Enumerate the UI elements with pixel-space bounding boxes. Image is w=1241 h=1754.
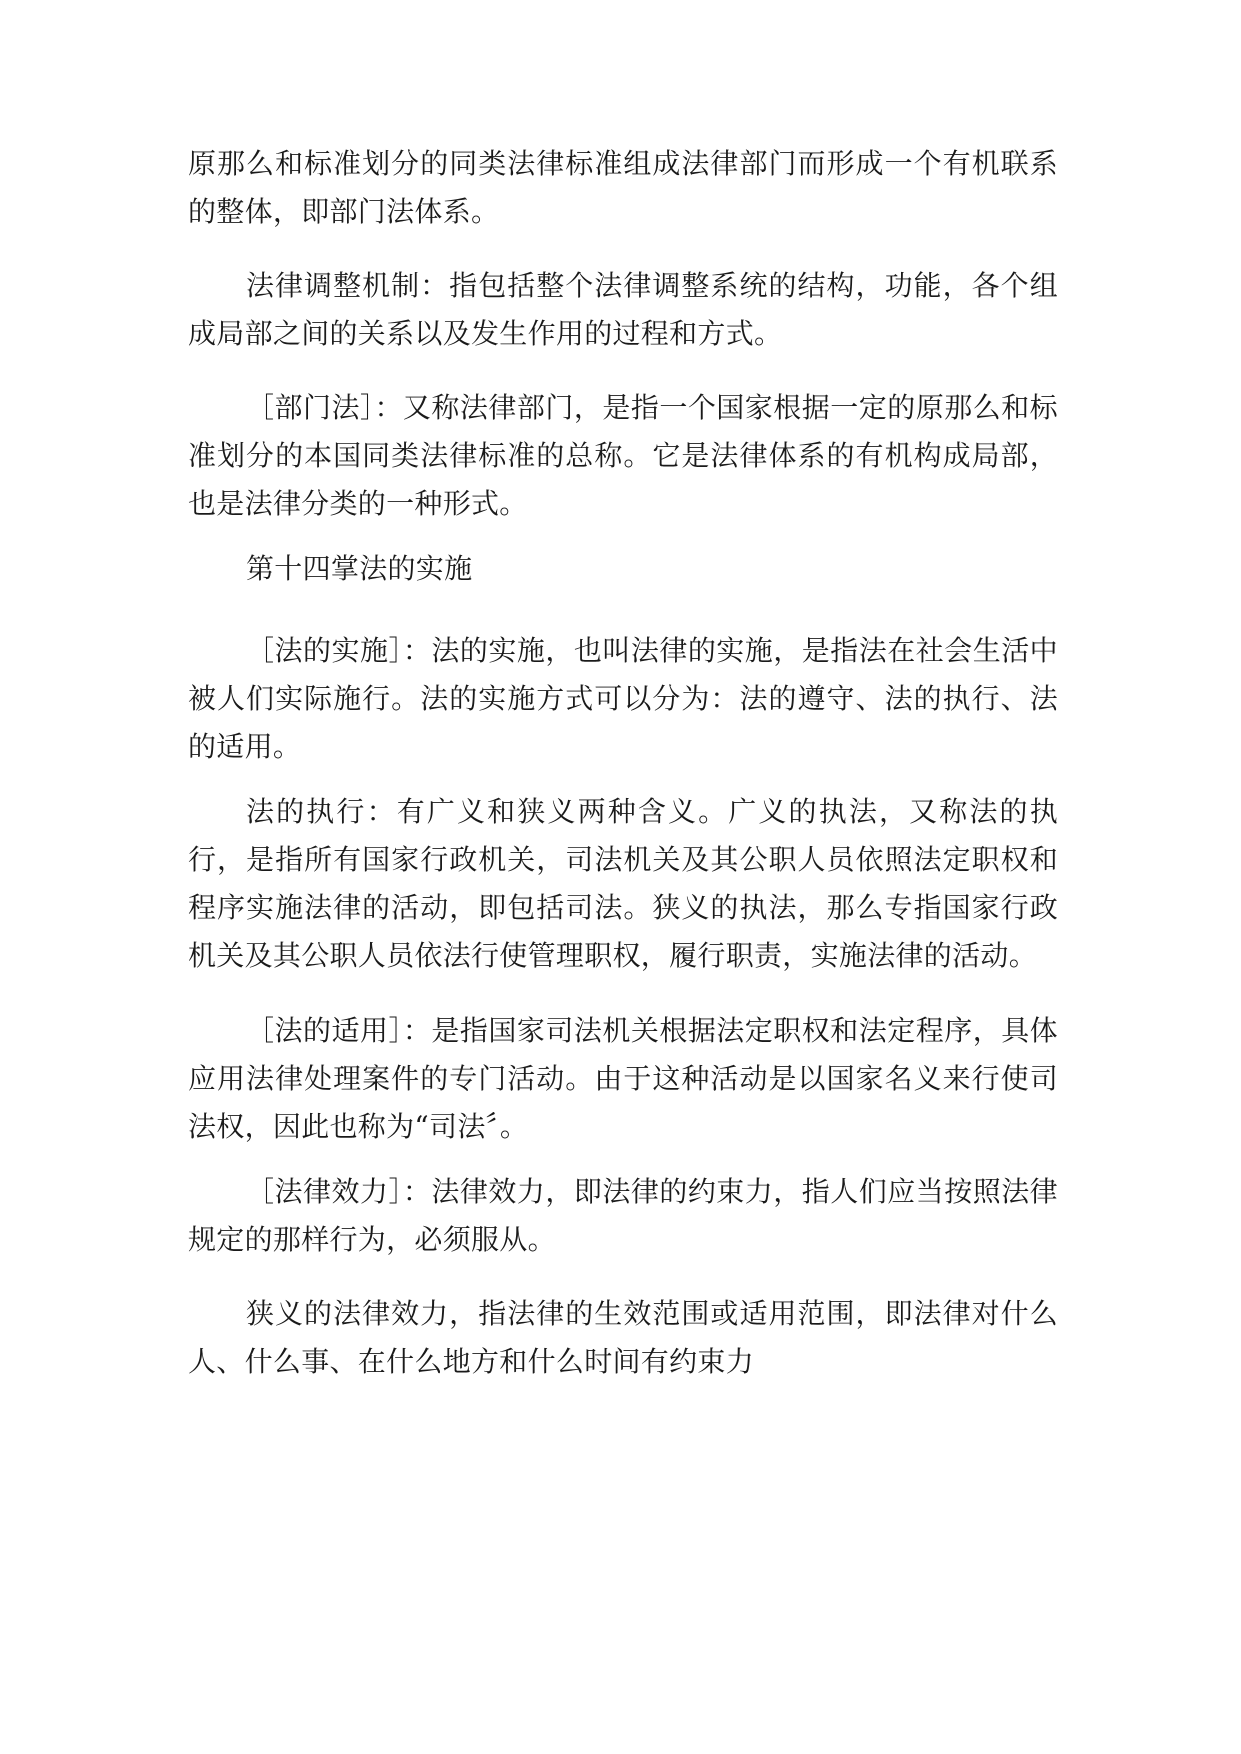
paragraph-continuation: 原那么和标准划分的同类法律标准组成法律部门而形成一个有机联系的整体，即部门法体系。 bbox=[188, 147, 1058, 228]
paragraph-law-implementation: ［法的实施］：法的实施，也叫法律的实施，是指法在社会生活中被人们实际施行。法的实施方式可以分为：法的遵守、法的执行、法的适用。 bbox=[188, 634, 1058, 763]
paragraph-department-law: ［部门法］：又称法律部门，是指一个国家根据一定的原那么和标准划分的本国同类法律标准的总称。它是法律体系的有机构成局部，也是法律分类的一种形式。 bbox=[188, 391, 1058, 520]
paragraph-narrow-legal-effect: 狭义的法律效力，指法律的生效范围或适用范围，即法律对什么人、什么事、在什么地方和什么时间有约束力 bbox=[188, 1297, 1058, 1378]
section-heading: 第十四掌法的实施 bbox=[246, 552, 473, 585]
paragraph-adjustment-mechanism: 法律调整机制：指包括整个法律调整系统的结构，功能，各个组成局部之间的关系以及发生作用的过程和方式。 bbox=[188, 269, 1058, 350]
paragraph-legal-effect: ［法律效力］：法律效力，即法律的约束力，指人们应当按照法律规定的那样行为，必须服从。 bbox=[188, 1175, 1058, 1256]
paragraph-law-application: ［法的适用］：是指国家司法机关根据法定职权和法定程序，具体应用法律处理案件的专门活动。由于这种活动是以国家名义来行使司法权，因此也称为“司法〞。 bbox=[188, 1014, 1058, 1143]
paragraph-law-enforcement: 法的执行：有广义和狭义两种含义。广义的执法，又称法的执行，是指所有国家行政机关，司法机关及其公职人员依照法定职权和程序实施法律的活动，即包括司法。狭义的执法，那么专指国家行政机关及其公职人员依法行使管理职权，履行职责，实施法律的活动。 bbox=[188, 795, 1058, 972]
